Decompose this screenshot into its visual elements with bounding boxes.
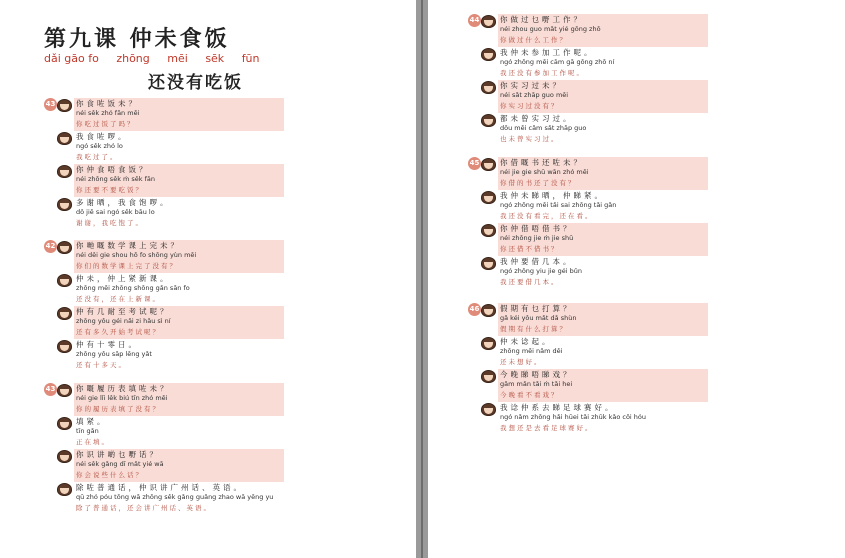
cantonese-text: 多谢晒，我食饱啰。 xyxy=(76,198,171,207)
section-number: 46 xyxy=(468,303,481,316)
speaker-face-icon xyxy=(57,241,72,254)
dialogue-line xyxy=(498,14,708,47)
mandarin-gloss: 除了普通话，还会讲广州话、英语。 xyxy=(76,504,212,512)
cantonese-text: 我仲要借几本。 xyxy=(500,257,574,266)
cantonese-text: 我仲未参加工作呢。 xyxy=(500,48,595,57)
mandarin-gloss: 还有多久开始考试呢？ xyxy=(76,328,161,336)
mandarin-gloss: 假期有什么打算？ xyxy=(500,325,568,333)
cantonese-text: 仲未谂起。 xyxy=(500,337,553,346)
speaker-face-icon xyxy=(481,114,496,127)
romanization: ngó zhōng yiu jie géi bǔn xyxy=(500,267,582,275)
romanization: zhōng mēi zhōng shōng gǎn sān fo xyxy=(76,284,190,292)
dialogue-line xyxy=(74,197,284,230)
book-gutter xyxy=(416,0,428,558)
mandarin-gloss: 我还要借几本。 xyxy=(500,278,560,286)
speaker-face-icon xyxy=(57,450,72,463)
cantonese-text: 你仲借唔借书？ xyxy=(500,224,574,233)
romanization: zhōng yǒu sāp lēng yǎt xyxy=(76,350,152,358)
cantonese-text: 填紧。 xyxy=(76,417,108,426)
mandarin-gloss: 我还没有参加工作呢。 xyxy=(500,69,585,77)
speaker-face-icon xyxy=(481,257,496,270)
cantonese-text: 仲有十零日。 xyxy=(76,340,139,349)
romanization: néi sǎt zhāp guo mēi xyxy=(500,91,569,99)
speaker-face-icon xyxy=(57,483,72,496)
pinyin-syllable: sēk xyxy=(205,52,225,65)
romanization: tīn gǎn xyxy=(76,427,99,435)
mandarin-gloss: 我吃过了。 xyxy=(76,153,119,161)
romanization: néi zhou guo mǎt yié gōng zhō xyxy=(500,25,601,33)
mandarin-gloss: 你借的书还了没有？ xyxy=(500,179,577,187)
mandarin-gloss: 今晚看不看戏？ xyxy=(500,391,560,399)
cantonese-text: 我谂仲系去睇足球赛好。 xyxy=(500,403,616,412)
section-number: 43 xyxy=(44,383,57,396)
cantonese-text: 假期有乜打算？ xyxy=(500,304,574,313)
dialogue-line xyxy=(74,131,284,164)
lesson-title: 第九课 仲未食饭 xyxy=(44,27,230,52)
dialogue-line xyxy=(498,336,708,369)
cantonese-text: 仲有几耐至考试呢？ xyxy=(76,307,171,316)
mandarin-gloss: 我还没有看完，还在看。 xyxy=(500,212,594,220)
cantonese-text: 你做过乜嘢工作？ xyxy=(500,15,584,24)
cantonese-text: 你食咗饭未？ xyxy=(76,99,139,108)
cantonese-text: 都未曾实习过。 xyxy=(500,114,574,123)
speaker-face-icon xyxy=(57,340,72,353)
speaker-face-icon xyxy=(57,307,72,320)
cantonese-text: 你嘅履历表填咗未？ xyxy=(76,384,171,393)
speaker-face-icon xyxy=(57,384,72,397)
speaker-face-icon xyxy=(57,165,72,178)
dialogue-line xyxy=(498,402,708,435)
dialogue-line xyxy=(74,98,284,131)
mandarin-gloss: 还有十多天。 xyxy=(76,361,127,369)
dialogue-section xyxy=(468,157,708,295)
romanization: néi jie gie shū wān zhó mēi xyxy=(500,168,589,176)
dialogue-line xyxy=(498,223,708,256)
speaker-face-icon xyxy=(57,132,72,145)
cantonese-text: 今晚睇唔睇戏？ xyxy=(500,370,574,379)
romanization: gǎ kéi yǒu mǎt dǎ shùn xyxy=(500,314,577,322)
dialogue-line xyxy=(74,416,284,449)
speaker-face-icon xyxy=(57,99,72,112)
cantonese-text: 仲未，仲上紧新课。 xyxy=(76,274,171,283)
mandarin-gloss: 你会说些什么话？ xyxy=(76,471,144,479)
romanization: néi zhōng jie ṁ jie shū xyxy=(500,234,574,242)
mandarin-gloss: 你的履历表填了没有？ xyxy=(76,405,161,413)
speaker-face-icon xyxy=(481,48,496,61)
left-page xyxy=(0,0,416,558)
speaker-face-icon xyxy=(481,304,496,317)
speaker-face-icon xyxy=(481,403,496,416)
speaker-face-icon xyxy=(57,417,72,430)
speaker-face-icon xyxy=(57,198,72,211)
speaker-face-icon xyxy=(481,81,496,94)
romanization: ngó zhōng mēi tǎi sai zhōng tǎi gǎn xyxy=(500,201,617,209)
cantonese-text: 你识讲啲乜嘢话？ xyxy=(76,450,160,459)
dialogue-line xyxy=(498,303,708,336)
speaker-face-icon xyxy=(481,191,496,204)
section-number: 44 xyxy=(468,14,481,27)
mandarin-gloss: 你实习过没有？ xyxy=(500,102,560,110)
mandarin-gloss: 你还要不要吃饭？ xyxy=(76,186,144,194)
dialogue-line xyxy=(498,369,708,402)
cantonese-text: 我食咗啰。 xyxy=(76,132,129,141)
romanization: ngó sěk zhó lo xyxy=(76,142,123,150)
dialogue-line xyxy=(498,157,708,190)
dialogue-line xyxy=(498,190,708,223)
dialogue-line xyxy=(74,273,284,306)
speaker-face-icon xyxy=(481,337,496,350)
romanization: zhōng mēi nǎm děi xyxy=(500,347,563,355)
cantonese-text: 你哋嘅数学课上完未？ xyxy=(76,241,181,250)
romanization: néi zhōng sěk ṁ sěk fān xyxy=(76,175,156,183)
lesson-subtitle: 还没有吃饭 xyxy=(148,73,243,93)
dialogue-line xyxy=(498,80,708,113)
lesson-pinyin xyxy=(44,52,274,65)
speaker-face-icon xyxy=(57,274,72,287)
dialogue-line xyxy=(498,256,708,289)
cantonese-text: 除咗普通话，仲识讲广州话、英语。 xyxy=(76,483,244,492)
section-number: 43 xyxy=(44,98,57,111)
mandarin-gloss: 还没有，还在上新课。 xyxy=(76,295,161,303)
dialogue-line xyxy=(74,449,284,482)
cantonese-text: 我仲未睇晒，仲睇紧。 xyxy=(500,191,605,200)
romanization: néi děi gie shou hō fo shōng yùn mēi xyxy=(76,251,197,259)
mandarin-gloss: 谢谢，我吃饱了。 xyxy=(76,219,144,227)
romanization: qū zhó póu tōng wā zhōng sěk gǎng guǎng zhao wā yēng yu xyxy=(76,493,274,501)
section-number: 45 xyxy=(468,157,481,170)
romanization: dō jiē sai ngó sěk bāu lo xyxy=(76,208,155,216)
dialogue-line xyxy=(498,113,708,146)
mandarin-gloss: 我想还是去看足球赛好。 xyxy=(500,424,594,432)
mandarin-gloss: 你还借不借书？ xyxy=(500,245,560,253)
cantonese-text: 你实习过未？ xyxy=(500,81,563,90)
dialogue-section xyxy=(44,98,284,236)
pinyin-syllable: mēi xyxy=(167,52,188,65)
cantonese-text: 你仲食唔食饭？ xyxy=(76,165,150,174)
pinyin-syllable: fūn xyxy=(241,52,260,65)
mandarin-gloss: 正在填。 xyxy=(76,438,110,446)
section-number: 42 xyxy=(44,240,57,253)
dialogue-section xyxy=(44,383,284,521)
mandarin-gloss: 你吃过饭了吗？ xyxy=(76,120,136,128)
dialogue-line xyxy=(74,240,284,273)
dialogue-line xyxy=(74,482,284,515)
right-page xyxy=(428,0,845,558)
mandarin-gloss: 也未曾实习过。 xyxy=(500,135,560,143)
dialogue-section xyxy=(468,14,708,152)
dialogue-section xyxy=(44,240,284,378)
cantonese-text: 你借嘅书还咗未？ xyxy=(500,158,584,167)
speaker-face-icon xyxy=(481,158,496,171)
mandarin-gloss: 还未想好。 xyxy=(500,358,543,366)
romanization: néi sěk zhó fān mēi xyxy=(76,109,140,117)
romanization: zhōng yǒu géi nǎi zi hǎu sì ní xyxy=(76,317,171,325)
dialogue-line xyxy=(74,339,284,372)
speaker-face-icon xyxy=(481,15,496,28)
mandarin-gloss: 你们的数学课上完了没有？ xyxy=(76,262,178,270)
dialogue-line xyxy=(498,47,708,80)
speaker-face-icon xyxy=(481,224,496,237)
dialogue-line xyxy=(74,164,284,197)
romanization: gǎm mǎn tǎi ṁ tǎi hei xyxy=(500,380,573,388)
romanization: néi sěk gǎng dī mǎt yié wā xyxy=(76,460,164,468)
speaker-face-icon xyxy=(481,370,496,383)
romanization: dōu mēi cǎm sǎt zhāp guo xyxy=(500,124,587,132)
dialogue-section xyxy=(468,303,708,441)
mandarin-gloss: 你做过什么工作？ xyxy=(500,36,568,44)
pinyin-syllable: zhōng xyxy=(116,52,150,65)
pinyin-syllable: dǎi gāo fo xyxy=(44,52,99,65)
romanization: néi gie lǐi lěk biú tīn zhó mēi xyxy=(76,394,168,402)
dialogue-line xyxy=(74,306,284,339)
dialogue-line xyxy=(74,383,284,416)
romanization: ngó zhōng mēi cām gā gōng zhō ní xyxy=(500,58,615,66)
romanization: ngó nǎm zhōng hǎi hūei tǎi zhūk kǎo cōi hóu xyxy=(500,413,647,421)
